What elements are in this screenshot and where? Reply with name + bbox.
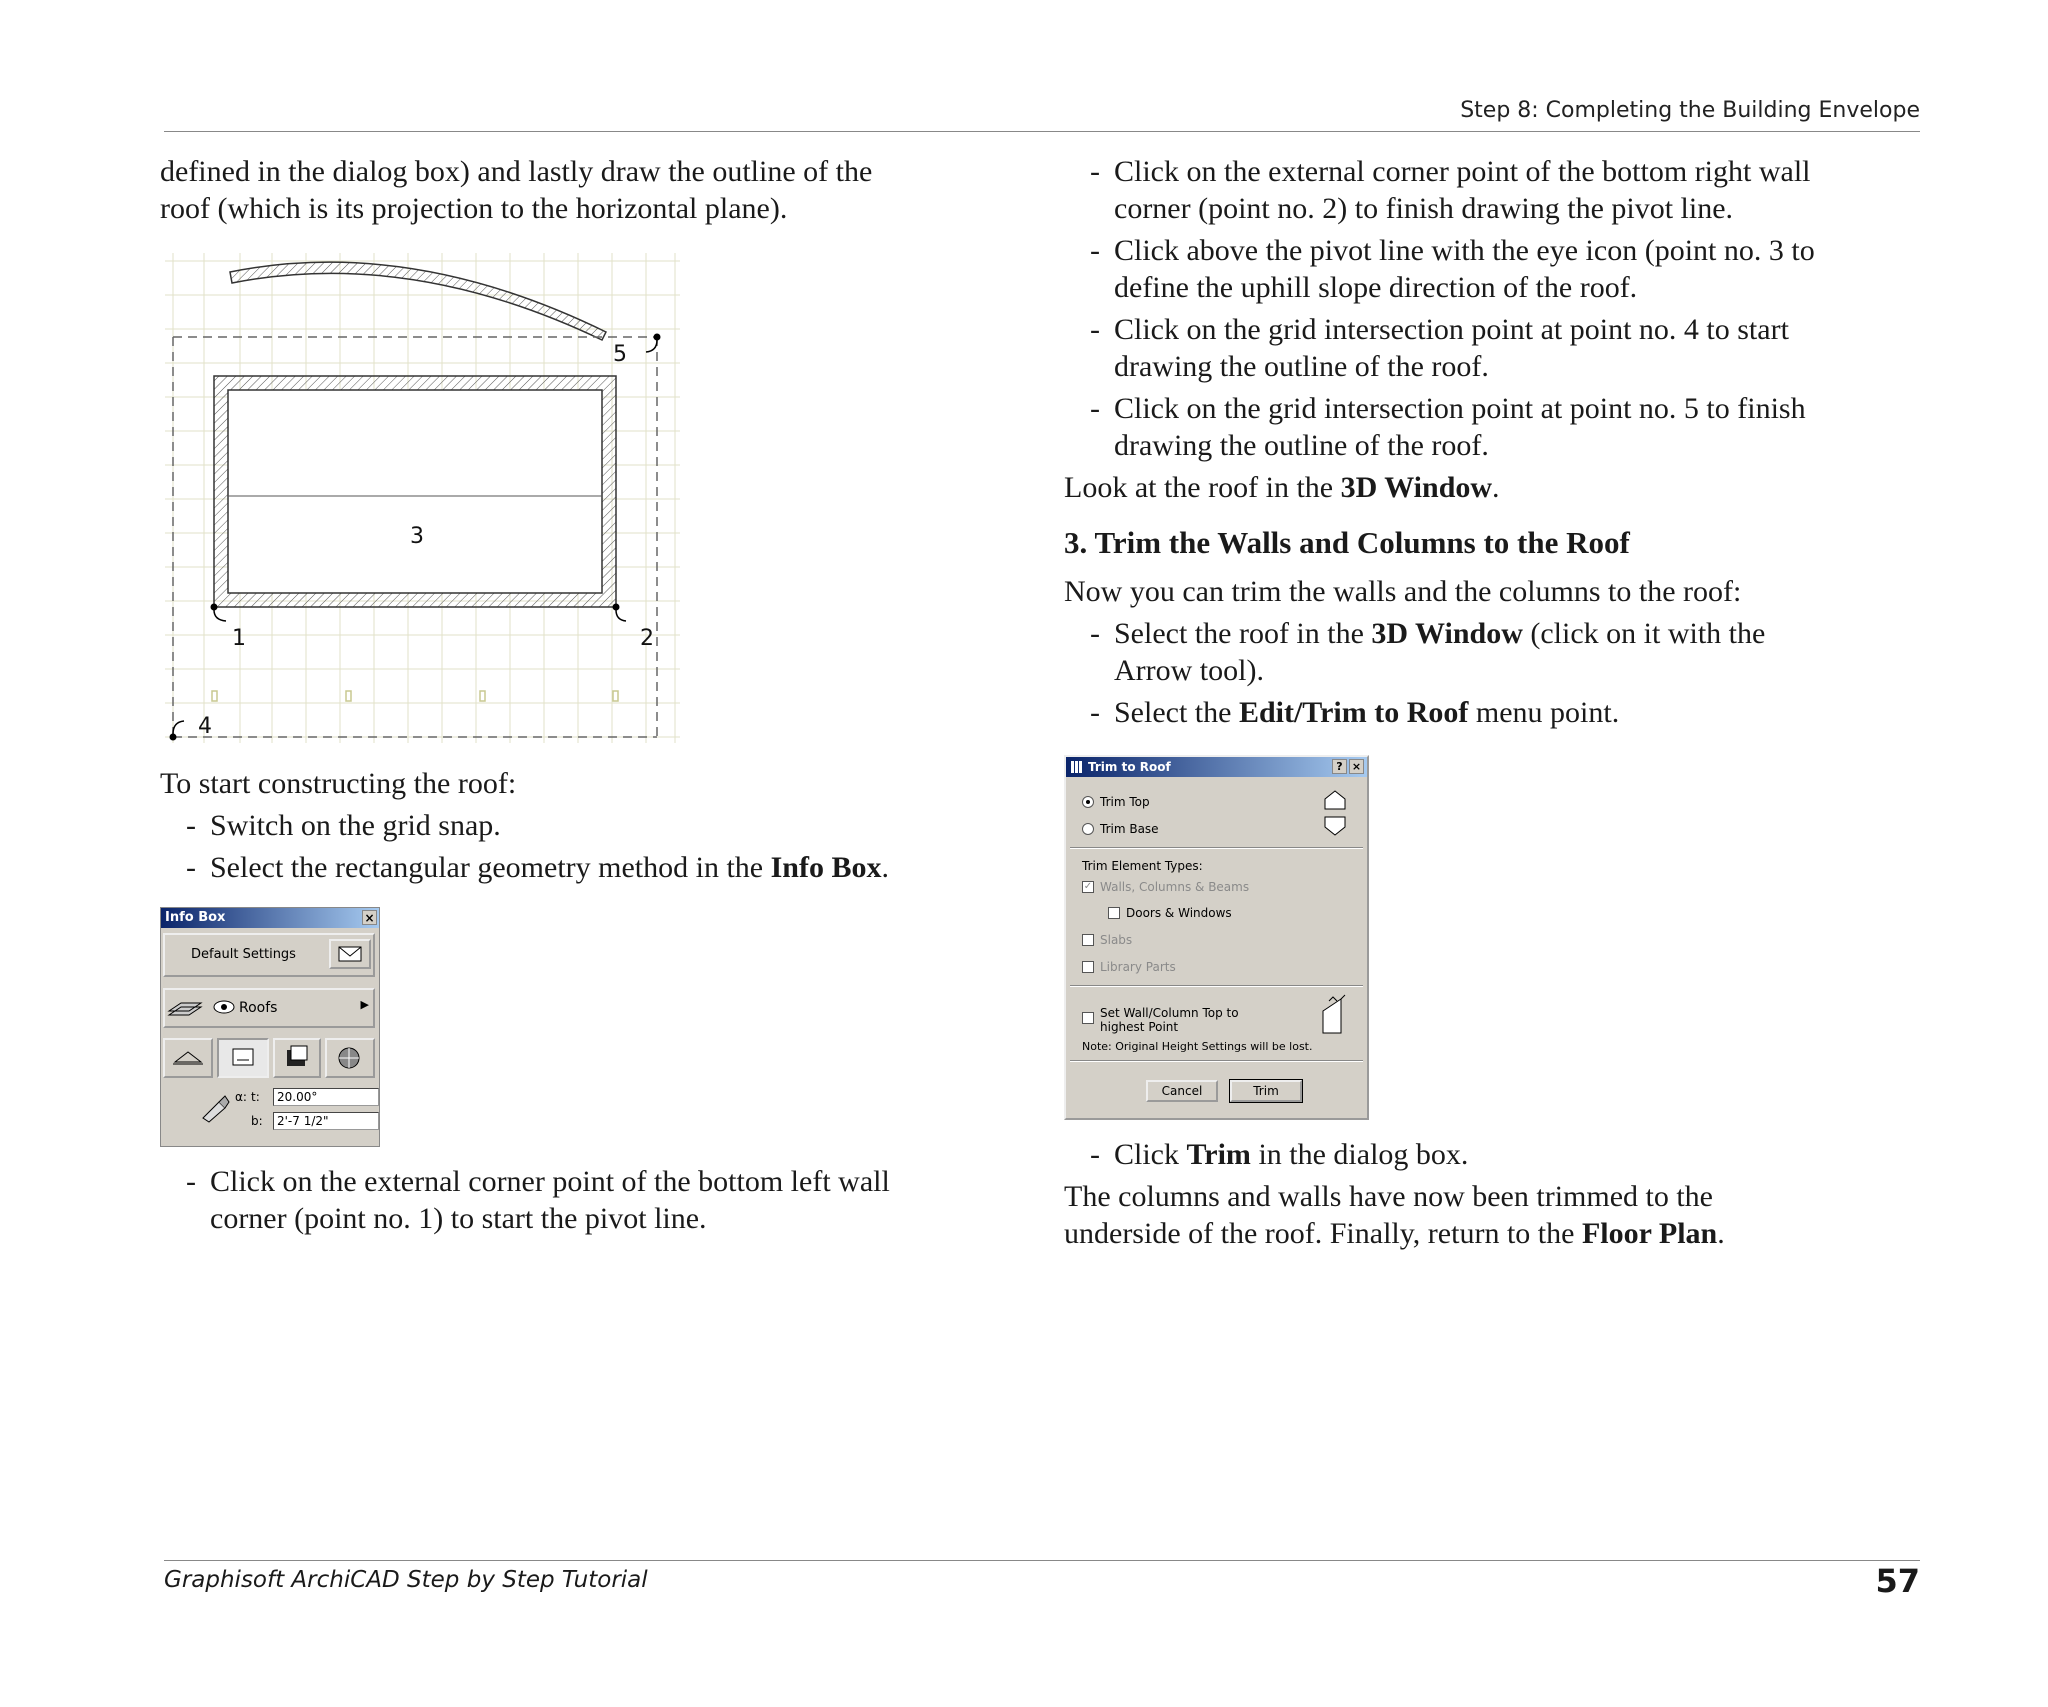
bullet-pivot-finish: - Click on the external corner point of the bottom right wall corner (point no. 2) to finish drawing the pivot line. bbox=[1090, 155, 1811, 225]
label-point-3: 3 bbox=[410, 524, 424, 549]
walls-label: Walls, Columns & Beams bbox=[1100, 880, 1250, 894]
layer-stack-icon bbox=[167, 997, 203, 1023]
roof-arc bbox=[230, 262, 606, 340]
right-column-top bbox=[1064, 153, 1924, 731]
trim-top-radio[interactable] bbox=[1082, 796, 1094, 808]
trim-base-icon bbox=[1321, 815, 1349, 840]
bullet-pivot-start: - Click on the external corner point of the bottom left wall corner (point no. 1) to start the pivot line. bbox=[186, 1165, 890, 1235]
trim-top-icon bbox=[1321, 789, 1349, 814]
doors-label: Doors & Windows bbox=[1126, 906, 1232, 920]
point-2-dot bbox=[613, 604, 620, 611]
set-top-checkbox[interactable] bbox=[1082, 1012, 1094, 1024]
default-settings-row[interactable] bbox=[163, 933, 375, 977]
angle-pencil-icon bbox=[199, 1092, 233, 1128]
walls-checkbox[interactable]: ✓ bbox=[1083, 881, 1093, 892]
trim-top-label: Trim Top bbox=[1100, 795, 1150, 809]
trim-types-label: Trim Element Types: bbox=[1082, 859, 1203, 873]
bullet-outline-finish: - Click on the grid intersection point at point no. 5 to finish drawing the outline of the roof. bbox=[1090, 392, 1806, 462]
eye-icon bbox=[213, 1000, 235, 1018]
layer-name: Roofs bbox=[239, 1000, 278, 1016]
polygon-method-icon[interactable] bbox=[325, 1038, 375, 1078]
library-parts-label: Library Parts bbox=[1100, 960, 1176, 974]
bullet-geometry: - Select the rectangular geometry method in the Info Box. bbox=[186, 851, 889, 884]
bullet-outline-start: - Click on the grid intersection point at point no. 4 to start drawing the outline of the roof. bbox=[1090, 313, 1789, 383]
intro-line-1: defined in the dialog box) and lastly draw the outline of the bbox=[160, 155, 873, 188]
dialog-title: Trim to Roof bbox=[1088, 760, 1171, 774]
trim-to-roof-dialog bbox=[1064, 755, 1369, 1120]
doors-option[interactable] bbox=[1108, 906, 1232, 920]
geometry-method-row bbox=[163, 1038, 375, 1078]
look-3d-text: Look at the roof in the 3D Window. bbox=[1064, 471, 1500, 504]
dialog-close-button[interactable]: × bbox=[1349, 759, 1364, 774]
b-label: b: bbox=[251, 1114, 263, 1128]
point-5-leader bbox=[646, 340, 657, 352]
slabs-label: Slabs bbox=[1100, 933, 1133, 947]
dialog-titlebar bbox=[1066, 757, 1367, 777]
settings-dialog-icon[interactable] bbox=[329, 939, 371, 969]
slope-angle-field[interactable]: 20.00° bbox=[273, 1088, 379, 1106]
header-rule bbox=[164, 131, 1920, 132]
rotated-method-icon[interactable] bbox=[273, 1038, 321, 1078]
label-point-4: 4 bbox=[198, 714, 212, 739]
info-box-titlebar bbox=[161, 908, 379, 928]
running-header: Step 8: Completing the Building Envelope bbox=[1460, 98, 1920, 123]
library-parts-option[interactable] bbox=[1082, 960, 1176, 974]
roof-plan-diagram bbox=[160, 248, 685, 748]
bullet-eye-direction: - Click above the pivot line with the eye icon (point no. 3 to define the uphill slope direction of the roof. bbox=[1090, 234, 1815, 304]
left-steps bbox=[160, 765, 1020, 886]
label-point-2: 2 bbox=[640, 626, 654, 651]
walls-option[interactable] bbox=[1082, 880, 1249, 894]
library-parts-checkbox[interactable] bbox=[1082, 961, 1094, 973]
point-1-dot bbox=[211, 604, 218, 611]
intro-line-2: roof (which is its projection to the horizontal plane). bbox=[160, 192, 788, 225]
dialog-separator-1 bbox=[1070, 847, 1363, 849]
final-paragraph: The columns and walls have now been trimmed to the underside of the roof. Finally, return to the Floor Plan. bbox=[1064, 1180, 1725, 1250]
trim-base-label: Trim Base bbox=[1100, 822, 1159, 836]
point-4-leader bbox=[173, 721, 184, 734]
bullet-click-trim: - Click Trim in the dialog box. bbox=[1090, 1138, 1469, 1171]
set-top-option[interactable] bbox=[1082, 1006, 1239, 1034]
trim-button[interactable]: Trim bbox=[1230, 1080, 1302, 1102]
bullet-grid-snap: - Switch on the grid snap. bbox=[186, 809, 501, 842]
point-1-leader bbox=[214, 610, 226, 621]
trim-base-option[interactable] bbox=[1082, 822, 1159, 836]
layer-row[interactable] bbox=[163, 988, 375, 1028]
alpha-label: α: bbox=[235, 1090, 247, 1104]
section-title: 3. Trim the Walls and Columns to the Roof bbox=[1064, 525, 1630, 560]
label-point-1: 1 bbox=[232, 626, 246, 651]
slabs-checkbox[interactable] bbox=[1082, 934, 1094, 946]
info-box-panel bbox=[160, 907, 380, 1147]
dialog-separator-2 bbox=[1070, 985, 1363, 987]
dialog-separator-3 bbox=[1070, 1060, 1363, 1062]
point-4-dot bbox=[170, 734, 177, 741]
right-column-bottom bbox=[1064, 1136, 1924, 1252]
footer-rule bbox=[164, 1560, 1920, 1561]
trim-top-option[interactable] bbox=[1082, 795, 1150, 809]
info-box-close-button[interactable]: × bbox=[362, 910, 377, 925]
bullet-select-roof: - Select the roof in the 3D Window (click on it with the Arrow tool). bbox=[1090, 617, 1766, 687]
height-note: Note: Original Height Settings will be lost. bbox=[1082, 1040, 1313, 1053]
trim-base-radio[interactable] bbox=[1082, 823, 1094, 835]
rectangular-method-icon[interactable] bbox=[217, 1038, 269, 1078]
roof-params-area bbox=[165, 1084, 377, 1144]
label-point-5: 5 bbox=[613, 342, 627, 367]
left-pivot-step bbox=[160, 1163, 1020, 1237]
page-number: 57 bbox=[1875, 1562, 1920, 1600]
start-text: To start constructing the roof: bbox=[160, 767, 517, 800]
default-settings-label: Default Settings bbox=[191, 947, 296, 962]
left-intro bbox=[160, 153, 1020, 227]
column-marks bbox=[212, 691, 618, 701]
bullet-select-menu: - Select the Edit/Trim to Roof menu point. bbox=[1090, 696, 1620, 729]
t-label: t: bbox=[251, 1090, 260, 1104]
dialog-app-icon bbox=[1070, 760, 1084, 780]
highest-point-icon bbox=[1319, 993, 1349, 1040]
single-plane-icon[interactable] bbox=[163, 1038, 213, 1078]
layer-arrow-icon[interactable]: ▶ bbox=[360, 998, 369, 1011]
point-2-leader bbox=[616, 610, 626, 621]
interior bbox=[228, 390, 602, 593]
doors-checkbox[interactable] bbox=[1108, 907, 1120, 919]
dialog-help-button[interactable]: ? bbox=[1332, 759, 1347, 774]
set-top-label: Set Wall/Column Top to highest Point bbox=[1100, 1006, 1239, 1034]
slabs-option[interactable] bbox=[1082, 933, 1132, 947]
info-box-title: Info Box bbox=[165, 910, 226, 925]
now-text: Now you can trim the walls and the columns to the roof: bbox=[1064, 575, 1742, 608]
cancel-button[interactable]: Cancel bbox=[1146, 1080, 1218, 1102]
height-field[interactable]: 2'-7 1/2" bbox=[273, 1112, 379, 1130]
point-5-dot bbox=[654, 334, 661, 341]
footer-book-title: Graphisoft ArchiCAD Step by Step Tutorial bbox=[164, 1567, 648, 1593]
